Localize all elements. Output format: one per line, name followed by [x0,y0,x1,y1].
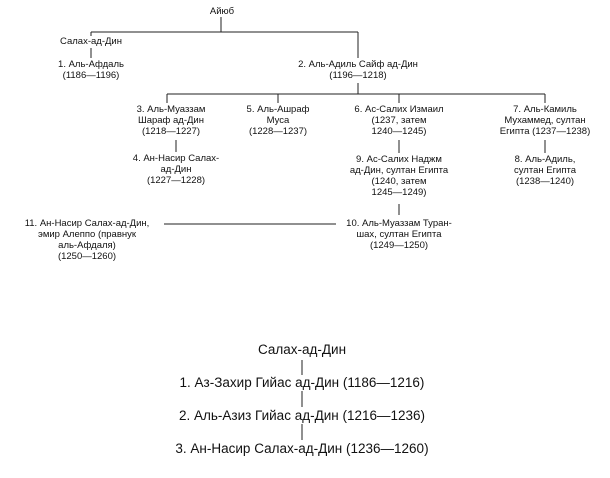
node-line: (1218—1227) [141,126,201,137]
node-ayyub [201,6,243,17]
node-line: 3. Аль-Муаззам [136,104,206,115]
node-line: аль-Афдаля) [58,240,116,251]
node-line: 8. Аль-Адиль, [514,154,576,165]
node-line: (1196—1218) [329,70,387,81]
node-label: Айюб [209,6,235,17]
node-line: эмир Алеппо (правнук [37,229,137,240]
node-label: 2. Аль-Азиз Гийас ад-Дин (1216—1236) [178,408,426,423]
node-an-nasir-aleppo [10,218,164,262]
node-label: Салах-ад-Дин [257,342,347,357]
node-al-ashraf [233,104,323,137]
node-line: Мухаммед, султан [504,115,586,126]
node-as-salih-najm [334,154,464,198]
node-line: 4. Ан-Насир Салах- [132,153,220,164]
node-line: 2. Аль-Адиль Сайф ад-Дин [298,59,418,70]
tree2-root [202,342,402,358]
node-line: 7. Аль-Камиль [513,104,577,115]
node-line: (1186—1196) [62,70,120,81]
node-line: (1249—1250) [369,240,429,251]
node-turanshah [336,218,462,251]
node-al-muazzam [121,104,221,137]
node-saladin [46,36,136,47]
node-line: (1227—1228) [146,175,206,186]
node-line: Шараф ад-Дин [138,115,204,126]
node-al-adil-sayf [278,59,438,81]
node-line: (1240, затем [371,176,427,187]
node-line: 1245—1249) [371,187,427,198]
node-line: ад-Дин [160,164,192,175]
node-line: Муса [266,115,290,126]
node-label: Салах-ад-Дин [60,36,122,47]
node-line: (1250—1260) [57,251,117,262]
node-line: Египта (1237—1238) [499,126,591,137]
node-line: (1238—1240) [515,176,575,187]
node-line: 5. Аль-Ашраф [246,104,310,115]
node-line: 1240—1245) [371,126,427,137]
node-line: 10. Аль-Муаззам Туран- [346,218,452,229]
node-al-kamil [490,104,600,137]
node-line: 1. Аль-Афдаль [58,59,124,70]
node-line: 6. Ас-Салих Измаил [354,104,444,115]
node-line: 11. Ан-Насир Салах-ад-Дин, [24,218,150,229]
node-line: султан Египта [513,165,577,176]
tree2-item [122,408,482,424]
node-line: (1228—1237) [248,126,308,137]
node-al-adil-egypt [495,154,595,187]
node-label: 3. Ан-Насир Салах-ад-Дин (1236—1260) [175,441,429,456]
tree2-item [122,375,482,391]
tree2-item [122,441,482,457]
node-line: ад-Дин, султан Египта [349,165,449,176]
node-label: 1. Аз-Захир Гийас ад-Дин (1186—1216) [179,375,425,390]
node-line: шах, султан Египта [356,229,442,240]
node-line: (1237, затем [371,115,427,126]
node-as-salih-ismail [339,104,459,137]
node-line: 9. Ас-Салих Наджм [356,154,442,165]
node-al-afdal [41,59,141,81]
node-an-nasir-damascus [121,153,231,186]
